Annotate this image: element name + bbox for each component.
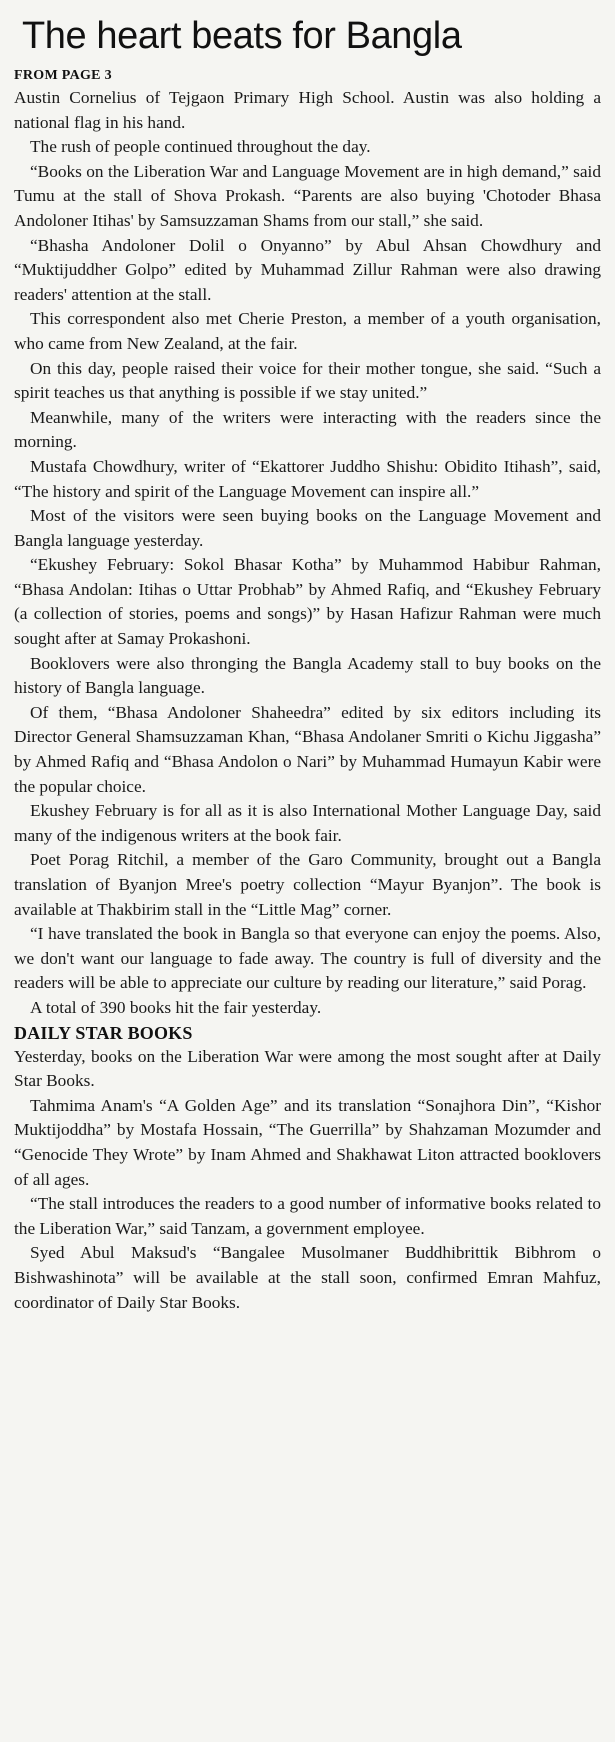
paragraph: This correspondent also met Cherie Preston, a member of a youth organisation, who came from New Zealand, at the fair. — [14, 309, 601, 353]
paragraph: Mustafa Chowdhury, writer of “Ekattorer Juddho Shishu: Obidito Itihash”, said, “The history and spirit of the Language Movement can inspire all.” — [14, 456, 601, 501]
paragraph: The rush of people continued throughout the day. — [30, 137, 371, 157]
paragraph: “Ekushey February: Sokol Bhasar Kotha” by Muhammod Habibur Rahman, “Bhasa Andolan: Itihas o Uttar Probhab” by Ahmed Rafiq, and “Ekushey February (a collection of stories, poems and songs)” by Hasan Hafizur Rahman were much sought after at Samay Prokashoni. — [14, 555, 601, 649]
paragraph: Most of the visitors were seen buying books on the Language Movement and Bangla language yesterday. — [14, 506, 601, 550]
paragraph: Austin Cornelius of Tejgaon Primary High School. Austin was also holding a national flag in his hand. — [14, 88, 601, 132]
paragraph: “I have translated the book in Bangla so that everyone can enjoy the poems. Also, we don't want our language to fade away. The country is full of diversity and the readers will be able to appreciate our culture by reading our literature,” said Porag. — [14, 924, 601, 993]
paragraph: Of them, “Bhasa Andoloner Shaheedra” edited by six editors including its Director General Shamsuzzaman Khan, “Bhasa Andolaner Smriti o Kichu Jiggasha” by Ahmed Rafiq and “Bhasa Andolon o Nari” by Muhammad Humayun Kabir were the popular choice. — [14, 702, 601, 796]
article-body — [14, 86, 601, 1315]
jump-line: FROM PAGE 3 — [14, 68, 112, 83]
paragraph: “Bhasha Andoloner Dolil o Onyanno” by Abul Ahsan Chowdhury and “Muktijuddher Golpo” edited by Muhammad Zillur Rahman were also drawing readers' attention at the stall. — [14, 235, 601, 304]
paragraph: On this day, people raised their voice for their mother tongue, she said. “Such a spirit teaches us that anything is possible if we stay united.” — [14, 358, 601, 403]
section-subhead: DAILY STAR BOOKS — [14, 1022, 193, 1043]
headline: The heart beats for Bangla — [22, 15, 462, 57]
paragraph: “Books on the Liberation War and Language Movement are in high demand,” said Tumu at the stall of Shova Prokash. “Parents are also buying 'Chotoder Bhasa Andoloner Itihas' by Samsuzzaman Shams from our stall,” she said. — [14, 161, 601, 230]
paragraph: Ekushey February is for all as it is also International Mother Language Day, said many of the indigenous writers at the book fair. — [14, 801, 601, 845]
paragraph: Yesterday, books on the Liberation War were among the most sought after at Daily Star Books. — [14, 1046, 601, 1091]
paragraph: “The stall introduces the readers to a good number of informative books related to the Liberation War,” said Tanzam, a government employee. — [14, 1194, 601, 1238]
paragraph: Syed Abul Maksud's “Bangalee Musolmaner Buddhibrittik Bibhrom o Bishwashinota” will be available at the stall soon, confirmed Emran Mahfuz, coordinator of Daily Star Books. — [14, 1243, 601, 1312]
paragraph: A total of 390 books hit the fair yesterday. — [30, 997, 322, 1017]
paragraph: Booklovers were also thronging the Bangla Academy stall to buy books on the history of Bangla language. — [14, 653, 601, 698]
paragraph: Tahmima Anam's “A Golden Age” and its translation “Sonajhora Din”, “Kishor Muktijoddha” by Mostafa Hossain, “The Guerrilla” by Shahzaman Mozumder and “Genocide They Wrote” by Inam Ahmed and Shakhawat Liton attracted booklovers of all ages. — [14, 1095, 601, 1189]
paragraph: Meanwhile, many of the writers were interacting with the readers since the morning. — [14, 407, 601, 452]
paragraph: Poet Porag Ritchil, a member of the Garo Community, brought out a Bangla translation of Byanjon Mree's poetry collection “Mayur Byanjon”. The book is available at Thakbirim stall in the “Little Mag” corner. — [14, 850, 601, 919]
